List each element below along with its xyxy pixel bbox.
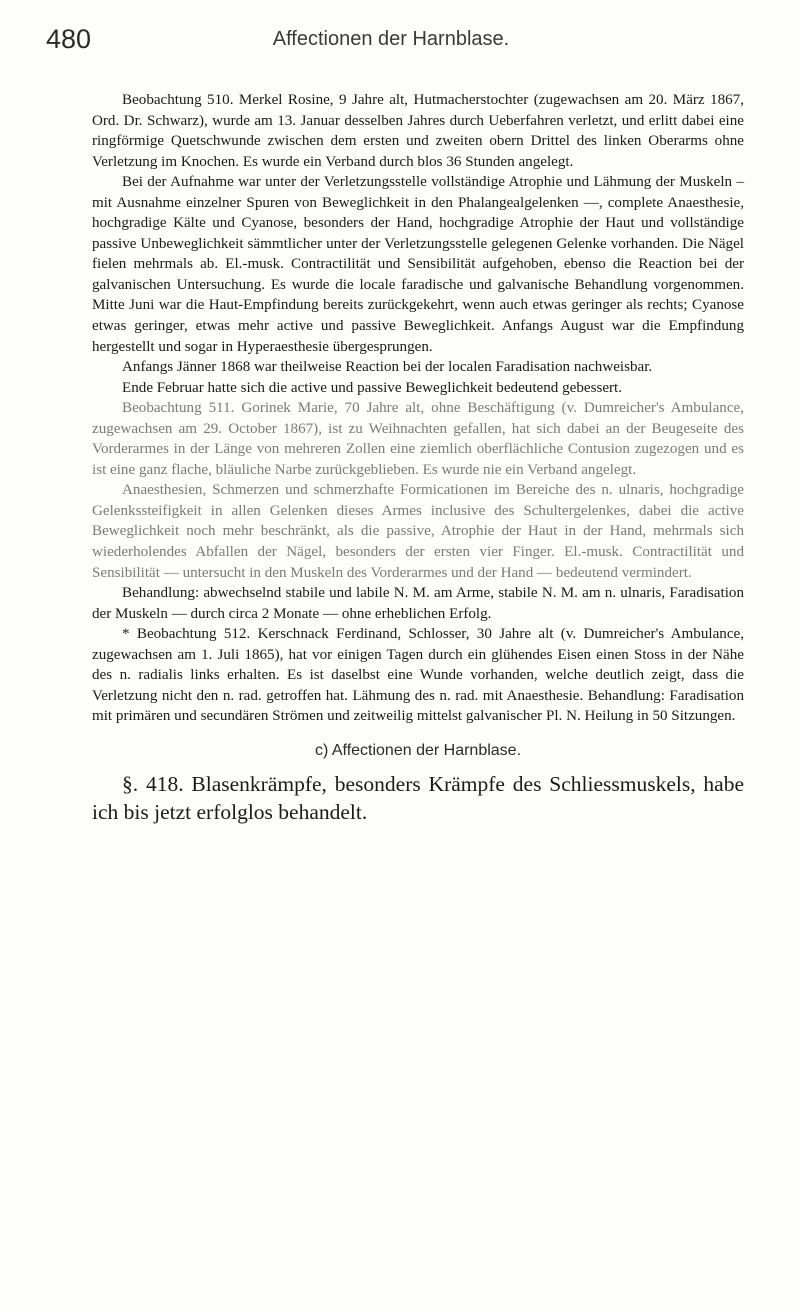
paragraph-observation-511: Beobachtung 511. Gorinek Marie, 70 Jahre alt, ohne Beschäftigung (v. Dumreicher's Ambulance, zugewachsen am 29. October 1867), ist zu Weihnachten gefallen, hat sich dabei an der Beugeseite des Vorderarmes in der Länge von mehreren Zollen eine ziemlich oberflächliche Contusion zugezogen und es ist eine ganz flache, bläuliche Narbe zurückgeblieben. Es wurde nie ein Verband angelegt.	[92, 400, 744, 478]
body-text	[92, 90, 744, 826]
paragraph-treatment-511: Behandlung: abwechselnd stabile und labile N. M. am Arme, stabile N. M. am n. ulnaris, Faradisation der Muskeln — durch circa 2 Monate — ohne erheblichen Erfolg.	[92, 585, 744, 622]
page-header	[46, 24, 736, 58]
section-heading: c) Affectionen der Harnblase.	[314, 741, 522, 759]
paragraph-observation-512: * Beobachtung 512. Kerschnack Ferdinand, Schlosser, 30 Jahre alt (v. Dumreicher's Ambulance, zugewachsen am 1. Juli 1865), hat vor einigen Tagen durch ein glühendes Eisen einen Stoss in der Nähe des n. radialis links erhalten. Es ist daselbst eine Wunde vorhanden, welche deutlich zeigt, dass die Verletzung nicht den n. rad. getroffen hat. Lähmung des n. rad. mit Anaesthesie. Behandlung: Faradisation mit primären und secundären Strömen und zeitweilig mittelst galvanischer Pl. N. Heilung in 50 Sitzungen.	[92, 626, 744, 725]
paragraph-observation-510: Beobachtung 510. Merkel Rosine, 9 Jahre alt, Hutmacherstochter (zugewachsen am 20. März 1867, Ord. Dr. Schwarz), wurde am 13. Januar desselben Jahres durch Ueberfahren verletzt, und erlitt dabei eine ringförmige Quetschwunde zwischen dem ersten und zweiten obern Drittel des linken Oberarms ohne Verletzung im Knochen. Es wurde ein Verband durch blos 36 Stunden angelegt.	[92, 92, 744, 170]
paragraph-admission-findings: Bei der Aufnahme war unter der Verletzungsstelle vollständige Atrophie und Lähmung der Muskeln – mit Ausnahme einzelner Spuren von Beweglichkeit in den Phalangealgelenken —, complete Anaesthesie, hochgradige Kälte und Cyanose, besonders der Hand, hochgradige Atrophie der Haut und vollständige passive Unbeweglichkeit sämmtlicher unter der Verletzungsstelle gelegenen Gelenke vorhanden. Die Nägel fielen mehrmals ab. El.-musk. Contractilität und Sensibilität aufgehoben, ebenso die Reaction bei der galvanischen Untersuchung. Es wurde die locale faradische und galvanische Behandlung vorgenommen. Mitte Juni war die Haut-Empfindung bereits zurückgekehrt, wenn auch etwas geringer als rechts; Cyanose etwas geringer, etwas mehr active und passive Beweglichkeit. Anfangs August war die Empfindung hergestellt und sogar in Hyperaesthesie übergesprungen.	[92, 174, 744, 355]
paragraph-anaesthesia: Anaesthesien, Schmerzen und schmerzhafte Formicationen im Bereiche des n. ulnaris, hochgradige Gelenkssteifigkeit in allen Gelenken dieses Armes inclusive des Schultergelenkes, dabei die active Beweglichkeit noch mehr beschränkt, als die passive, Atrophie der Haut in der Hand, mehrmals sich wiederholendes Abfallen der Nägel, besonders der ersten vier Finger. El.-musk. Contractilität und Sensibilität — untersucht in den Muskeln des Vorderarmes und der Hand — bedeutend vermindert.	[92, 482, 744, 581]
page-number: 480	[46, 24, 92, 54]
paragraph-end-february: Ende Februar hatte sich die active und passive Beweglichkeit bedeutend gebessert.	[122, 379, 623, 396]
running-title: Affectionen der Harnblase.	[272, 28, 510, 50]
paragraph-january-1868: Anfangs Jänner 1868 war theilweise Reaction bei der localen Faradisation nachweisbar.	[122, 359, 653, 376]
section-paragraph-418: §. 418. Blasenkrämpfe, besonders Krämpfe des Schliessmuskels, habe ich bis jetzt erfolglos behandelt.	[92, 771, 744, 824]
